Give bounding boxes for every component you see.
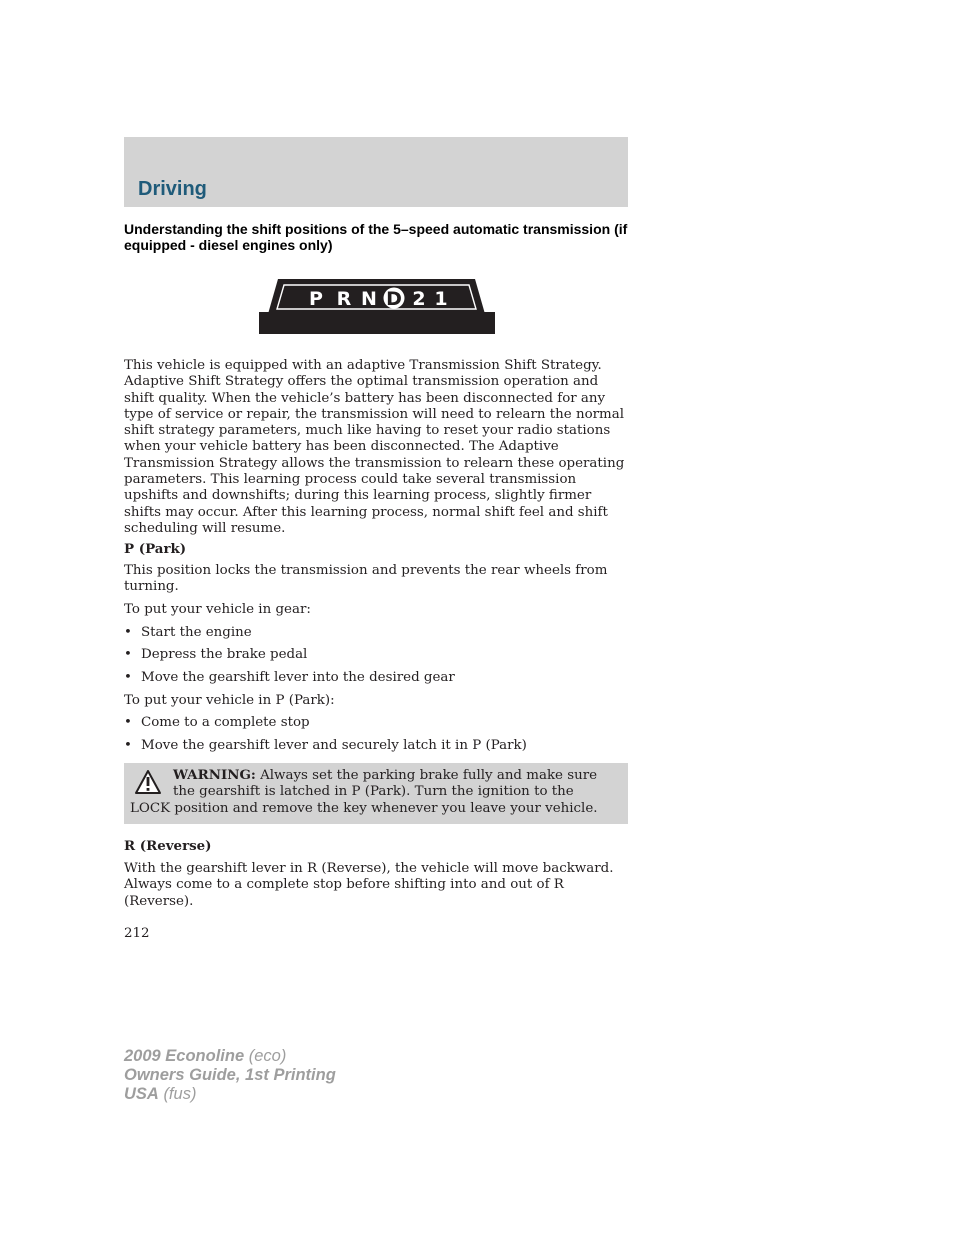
page-heading: Understanding the shift positions of the 5–speed automatic transmission (if equipped - diesel engines only) <box>124 221 628 253</box>
reverse-description: With the gearshift lever in R (Reverse), the vehicle will move backward. Always come to a complete stop before shifting into and out of R (Reverse). <box>124 861 614 909</box>
gear-position-1: 1 <box>434 288 448 310</box>
intro-paragraph <box>124 358 630 537</box>
warning-text <box>130 767 626 817</box>
warning-label: WARNING: <box>173 767 256 783</box>
document-footer <box>124 1047 336 1104</box>
warning-line-1: Always set the parking brake fully and make sure <box>260 768 598 783</box>
warning-line-3: LOCK position and remove the key whenever you leave your vehicle. <box>130 800 598 816</box>
footer-model-code: (eco) <box>248 1047 287 1065</box>
selector-base <box>259 312 495 334</box>
list-item: • Move the gearshift lever into the desired gear <box>124 670 455 685</box>
warning-line-2: the gearshift is latched in P (Park). Turn the ignition to the <box>173 784 574 800</box>
footer-guide: Owners Guide, 1st Printing <box>124 1066 336 1084</box>
gear-position-p: P <box>309 288 323 310</box>
intro-text: This vehicle is equipped with an adaptive Transmission Shift Strategy. Adaptive Shift Strategy offers the optimal transmission operation and shift quality. When the vehicle’s battery has been disconnected for any type of service or repair, the transmission will need to relearn the normal shift strategy parameters, much like having to reset your radio stations when your vehicle battery has been disconnected. The Adaptive Transmission Strategy allows the transmission to relearn these operating parameters. This learning process could take several transmission upshifts and downshifts; during this learning process, slightly firmer shifts may occur. After this learning process, normal shift feel and shift scheduling will resume. <box>124 358 625 536</box>
reverse-title: R (Reverse) <box>124 838 212 854</box>
list-item: • Depress the brake pedal <box>124 647 308 662</box>
gear-position-r: R <box>336 288 352 310</box>
list-item: • Start the engine <box>124 625 252 640</box>
list-item-text: Move the gearshift lever into the desired gear <box>141 670 455 685</box>
list-item: • Come to a complete stop <box>124 715 310 730</box>
gear-selector-diagram <box>259 278 495 334</box>
park-title: P (Park) <box>124 541 187 557</box>
warning-box <box>124 763 628 824</box>
list-item: • Move the gearshift lever and securely latch it in P (Park) <box>124 738 527 753</box>
section-header <box>124 137 628 207</box>
gear-position-d: D <box>386 288 402 310</box>
gear-position-n: N <box>361 288 377 310</box>
footer-model: 2009 Econoline <box>124 1047 245 1065</box>
section-title: Driving <box>138 178 207 200</box>
park-intro: To put your vehicle in P (Park): <box>124 693 335 708</box>
list-item-text: Move the gearshift lever and securely latch it in P (Park) <box>141 738 527 753</box>
gear-position-2: 2 <box>412 288 426 310</box>
list-item-text: Depress the brake pedal <box>141 647 308 662</box>
footer-market: USA <box>124 1085 159 1103</box>
list-item-text: Start the engine <box>141 625 252 640</box>
gear-intro: To put your vehicle in gear: <box>124 602 311 617</box>
footer-market-code: (fus) <box>163 1085 197 1103</box>
list-item-text: Come to a complete stop <box>141 715 310 730</box>
park-description: This position locks the transmission and prevents the rear wheels from turning. <box>124 563 608 595</box>
page-number: 212 <box>124 926 150 941</box>
